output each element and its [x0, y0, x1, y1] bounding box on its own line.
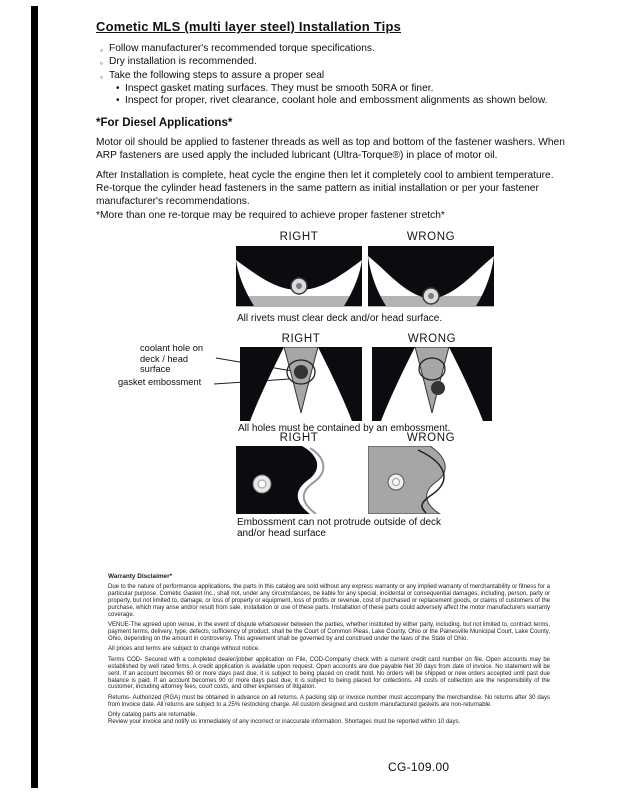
page-title: Cometic MLS (multi layer steel) Installation Tips [96, 19, 402, 34]
row3-caption [237, 517, 441, 539]
rivet-clear-right-diagram [236, 246, 362, 310]
bullet-marker: ◦ [100, 45, 104, 55]
diagram-row2-right [240, 347, 362, 426]
coolant-hole-icon [294, 365, 308, 379]
legal-paragraph: VENUE-The agreed upon venue, in the event of dispute whatsoever between the parties, whether instituted by either party, including, but not limited to, contract terms, payment terms, delivery, type, defects, sufficiency of product, shall be the Court of Common Pleas, Lake County, Ohio or the Painesville Municipal Court, Lake County, Ohio, depending on the amount in controversy. This agreement shall be governed by and construed under the laws of the State of Ohio. [108, 622, 550, 642]
sub-bullet-marker: • [116, 82, 120, 94]
legal-paragraph: Terms COD- Secured with a completed dealer/jobber application on File, COD-Company check with a current credit card number on file. Open accounts may be established by well rated firms. A credit application is available upon request. Open accounts are due payable Net 30 days from date of invoice. No statement will be sent. If an account becomes 60 or more days past due, it is subject to being placed on credit hold. No orders will be shipped or new orders accepted until past due balance is paid. If an account becomes 90 or more days past due, it is subject to being placed for collections. All costs of collection are the responsibility of the customer, including attorney fees, court costs, and other expenses of litigation. [108, 656, 550, 691]
tip-item [100, 56, 547, 69]
row2-right-label: RIGHT [281, 333, 321, 345]
embossment-wrong-diagram [372, 347, 492, 421]
tip-item [100, 43, 547, 56]
row1-caption: All rivets must clear deck and/or head surface. [237, 313, 443, 324]
catalog-page-code: CG-109.00 [388, 760, 450, 774]
warranty-disclaimer-section [108, 574, 550, 730]
row3-right-label: RIGHT [279, 432, 319, 444]
protrusion-right-diagram [236, 446, 362, 514]
tip-sub-item [116, 95, 547, 107]
diagram-row1-wrong [368, 246, 494, 315]
row3-caption-line2: and/or head surface [237, 528, 326, 539]
embossment-right-diagram [240, 347, 362, 421]
row3-caption-line1: Embossment can not protrude outside of deck [237, 517, 442, 528]
coolant-hole-annotation-line1: coolant hole on [140, 343, 204, 353]
tip-text: Dry installation is recommended. [109, 56, 257, 68]
legal-paragraph: Review your invoice and notify us immediately of any incorrect or inaccurate information. Shortages must be reported within 10 days. [108, 719, 461, 726]
retorque-note: *More than one re-torque may be required to achieve proper fastener stretch* [96, 210, 445, 221]
coolant-hole-annotation-line2: deck / head surface [140, 353, 189, 375]
bullet-marker: ◦ [100, 58, 104, 69]
tip-sub-item [116, 83, 547, 95]
diagram-row3-right [236, 446, 362, 519]
tip-text: Take the following steps to assure a proper seal [109, 69, 325, 81]
row1-wrong-label: WRONG [406, 231, 456, 243]
warranty-disclaimer-heading: Warranty Disclaimer* [108, 573, 173, 580]
tip-text: Inspect for proper, rivet clearance, coolant hole and embossment alignments as shown below. [125, 95, 548, 107]
legal-paragraph: All prices and terms are subject to change without notice. [108, 646, 260, 653]
rivet-clear-wrong-diagram [368, 246, 494, 310]
tip-text: Follow manufacturer's recommended torque specifications. [109, 43, 375, 54]
left-margin-bar [31, 6, 38, 788]
bullet-marker: ◦ [100, 71, 104, 82]
legal-paragraph: Due to the nature of performance applications, the parts in this catalog are sold without any express warranty or any implied warranty of merchantability or fitness for a particular purpose. Cometic Gasket Inc., shall not, under any circumstances, be liable for any special, incidental or consequential damages, including, person, party or property, but not limited to, damage, or loss of property or equipment, loss of profits or revenue, cost of purchased or replacement goods, or claims of customers of the purchase, which may arise and/or result from sale, installation or use of these parts. Installation of these parts could adversely affect the motor manufacturers warranty coverage. [108, 583, 550, 618]
row3-wrong-label: WRONG [406, 432, 456, 444]
diagram-row3-wrong [368, 446, 494, 519]
diesel-applications-heading: *For Diesel Applications* [96, 117, 233, 129]
tip-text: Inspect gasket mating surfaces. They must be smooth 50RA or finer. [125, 82, 434, 94]
row2-wrong-label: WRONG [407, 333, 457, 345]
row1-right-label: RIGHT [279, 231, 319, 243]
legal-paragraph: Only catalog parts are returnable. [108, 712, 198, 719]
row2-caption: All holes must be contained by an embossment. [238, 423, 451, 434]
diesel-paragraph-1: Motor oil should be applied to fastener threads as well as top and bottom of the fastener washers. When ARP fasteners are used apply the included lubricant (Ultra-Torque®) in place of motor oil. [96, 137, 565, 162]
tips-list [100, 43, 547, 107]
gasket-embossment-annotation: gasket embossment [118, 377, 202, 387]
coolant-hole-icon [431, 381, 445, 395]
sub-bullet-marker: • [116, 95, 120, 107]
diagram-row2-wrong [372, 347, 492, 426]
protrusion-wrong-diagram [368, 446, 494, 514]
diesel-paragraph-2: After Installation is complete, heat cycle the engine then let it completely cool to ambient temperature. Re-torque the cylinder head fasteners in the same pattern as initial installation or per your fastener manufacturer's recommendations. [96, 170, 554, 208]
diagram-row1-right [236, 246, 362, 315]
legal-paragraph: Returns- Authorized (RGA) must be obtained in advance on all returns. A packing slip or invoice number must accompany the merchandise. No returns after 30 days from invoice date. All returns are subject to a 25% restocking charge. All custom designed and custom manufactured gaskets are non-returnable. [108, 694, 550, 708]
tip-item [100, 70, 547, 83]
